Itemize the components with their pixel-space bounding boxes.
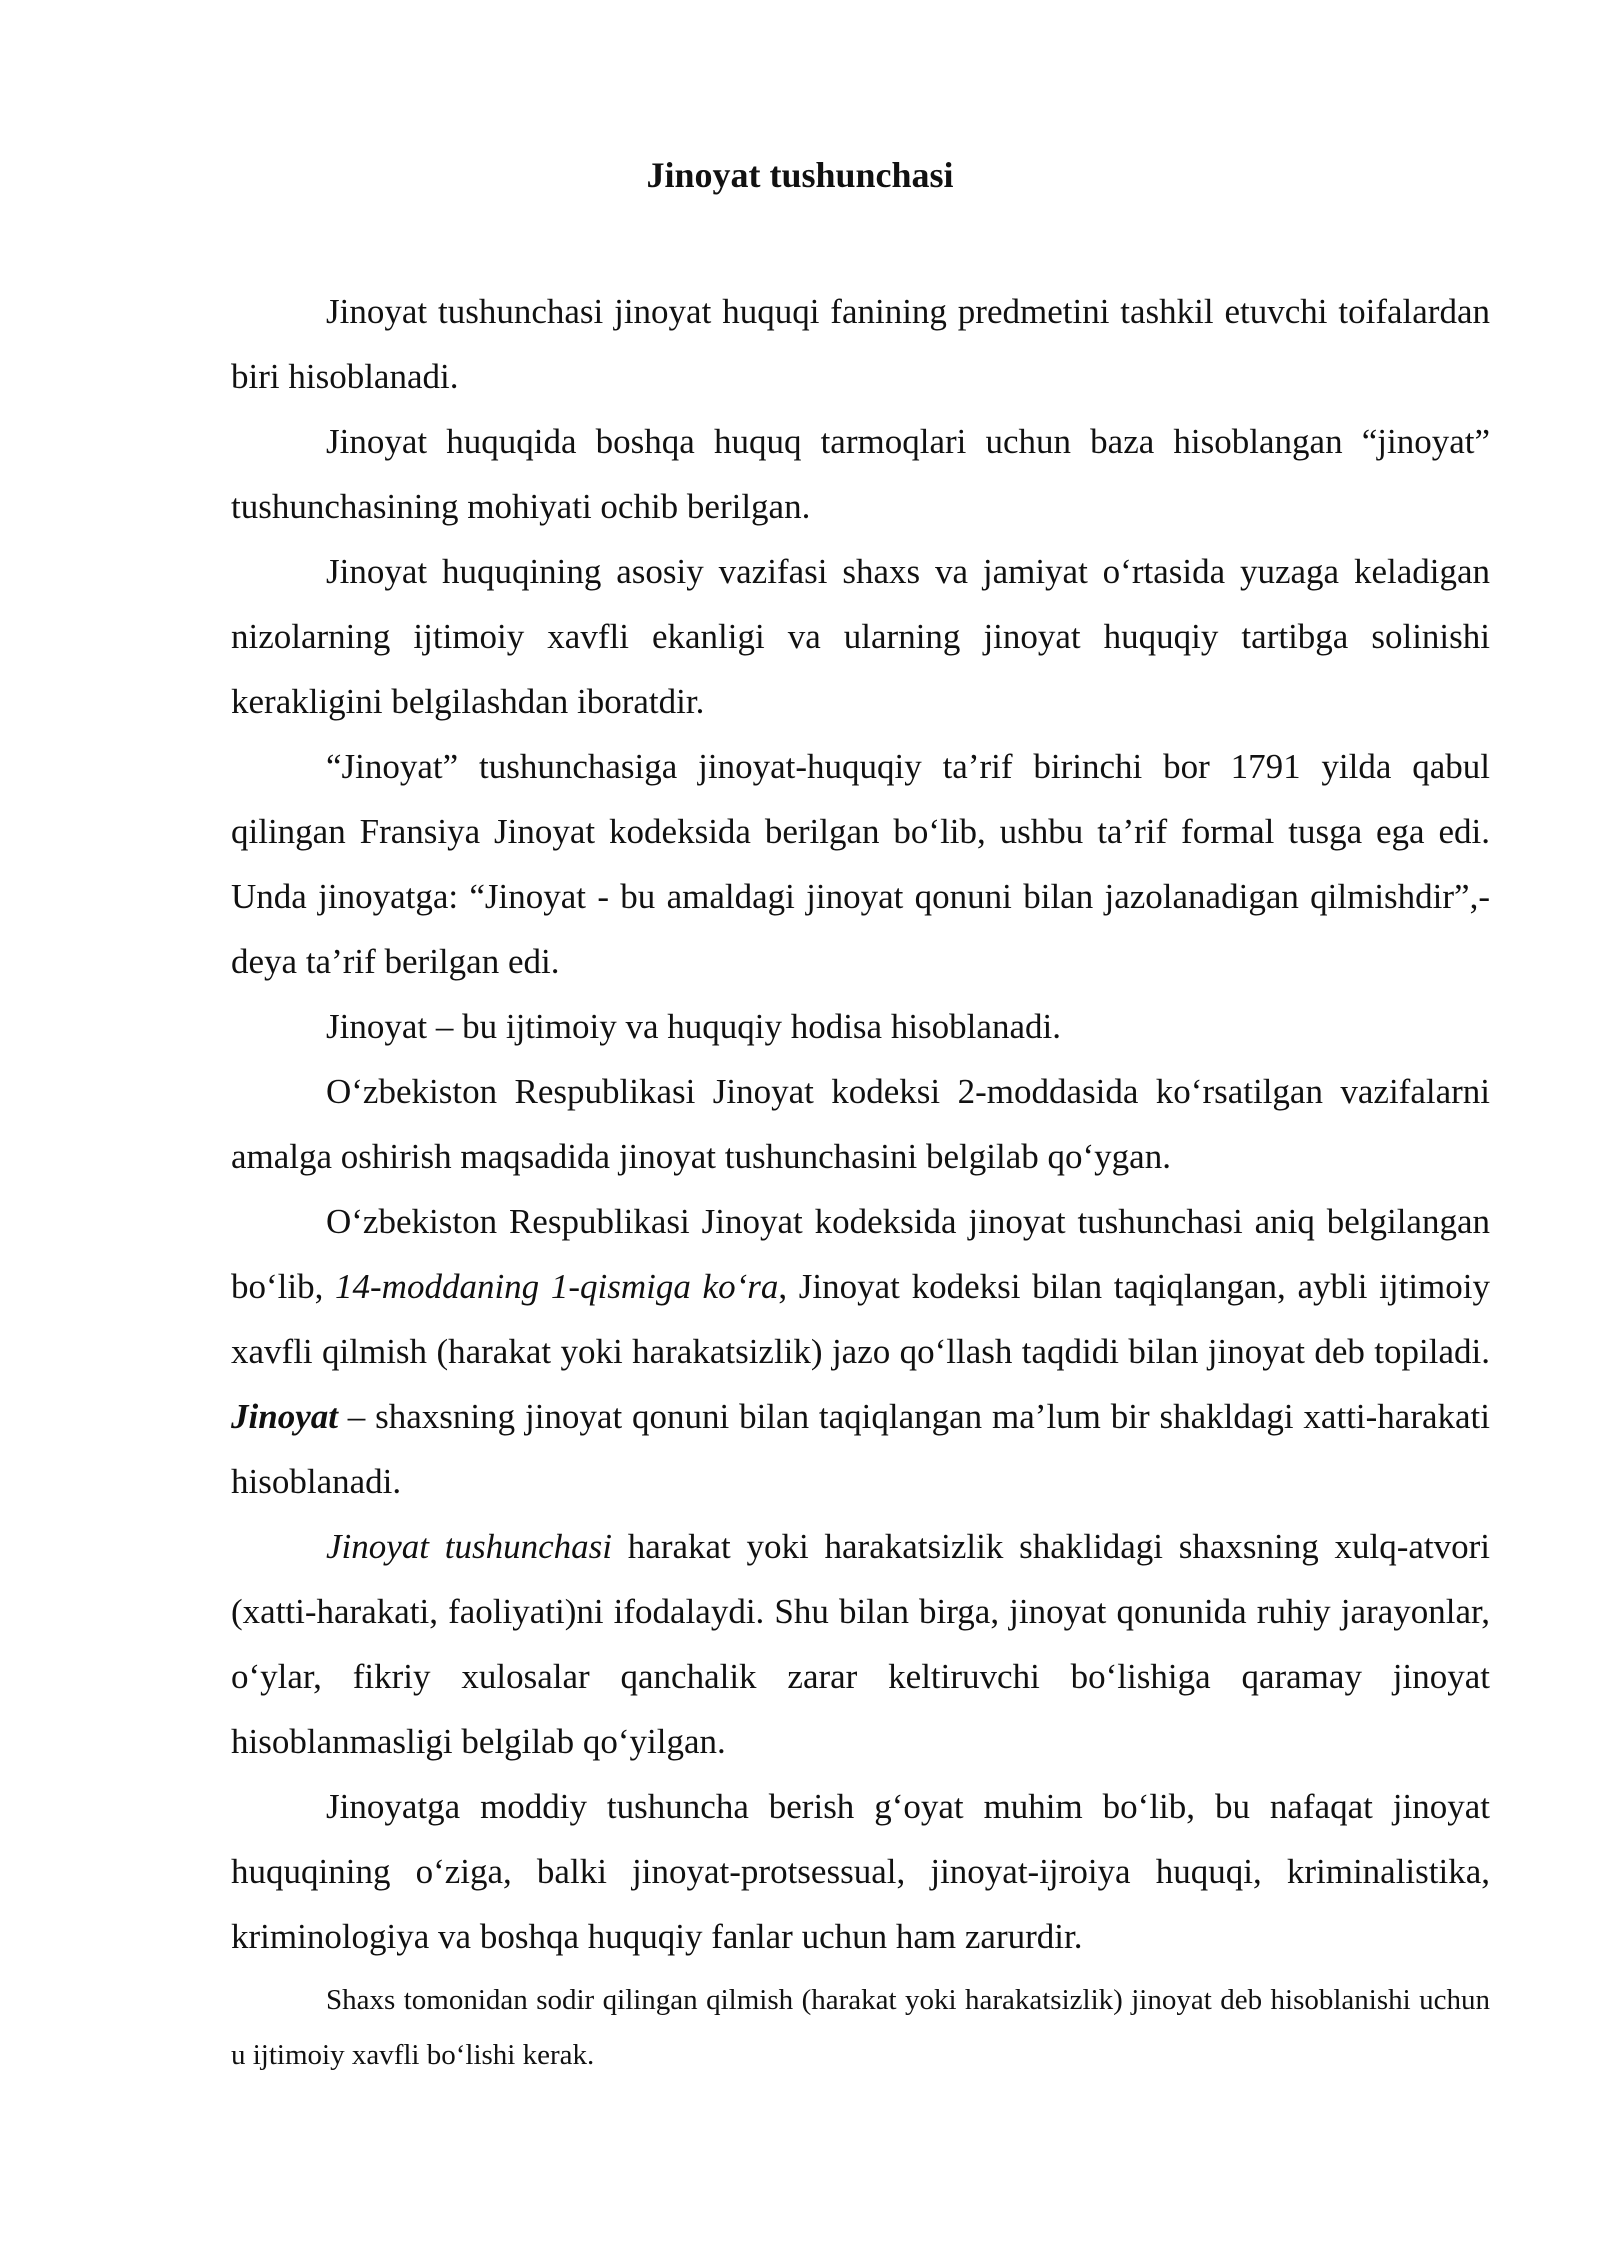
term-jinoyat: Jinoyat	[231, 1397, 338, 1436]
paragraph-6: O‘zbekiston Respublikasi Jinoyat kodeksi 2-moddasida ko‘rsatilgan vazifalarni amalga oshirish maqsadida jinoyat tushunchasini belgilab qo‘ygan.	[231, 1072, 1490, 1176]
paragraph-8	[231, 1514, 1490, 1774]
paragraph-10: Shaxs tomonidan sodir qilingan qilmish (harakat yoki harakatsizlik) jinoyat deb hisoblanishi uchun u ijtimoiy xavfli bo‘lishi kerak.	[231, 1984, 1490, 2071]
paragraph-5: Jinoyat – bu ijtimoiy va huquqiy hodisa hisoblanadi.	[326, 1007, 1061, 1046]
paragraph-7-text-3: – shaxsning jinoyat qonuni bilan taqiqlangan ma’lum bir shakldagi xatti-harakati hisoblanadi.	[231, 1397, 1490, 1501]
document-body	[231, 279, 1490, 2083]
page-title: Jinoyat tushunchasi	[646, 155, 954, 195]
paragraph-9: Jinoyatga moddiy tushuncha berish g‘oyat muhim bo‘lib, bu nafaqat jinoyat huquqining o‘ziga, balki jinoyat-protsessual, jinoyat-ijroiya huquqi, kriminalistika, kriminologiya va boshqa huquqiy fanlar uchun ham zarurdir.	[231, 1787, 1490, 1956]
paragraph-1: Jinoyat tushunchasi jinoyat huquqi fanining predmetini tashkil etuvchi toifalardan biri hisoblanadi.	[231, 292, 1490, 396]
paragraph-7	[231, 1189, 1490, 1514]
paragraph-8-text: harakat yoki harakatsizlik shaklidagi shaxsning xulq-atvori (xatti-harakati, faoliyati)ni ifodalaydi. Shu bilan birga, jinoyat qonunida ruhiy jarayonlar, o‘ylar, fikriy xulosalar qanchalik zarar keltiruvchi bo‘lishiga qaramay jinoyat hisoblanmasligi belgilab qo‘yilgan.	[231, 1527, 1490, 1761]
paragraph-4: “Jinoyat” tushunchasiga jinoyat-huquqiy ta’rif birinchi bor 1791 yilda qabul qilingan Fransiya Jinoyat kodeksida berilgan bo‘lib, ushbu ta’rif formal tusga ega edi. Unda jinoyatga: “Jinoyat - bu amaldagi jinoyat qonuni bilan jazolanadigan qilmishdir”,-deya ta’rif berilgan edi.	[231, 747, 1490, 981]
paragraph-7-text-2: , Jinoyat kodeksi bilan taqiqlangan, aybli ijtimoiy xavfli qilmish (harakat yoki harakatsizlik) jazo qo‘llash taqdidi bilan jinoyat deb topiladi.	[231, 1267, 1490, 1371]
paragraph-7-text-1: O‘zbekiston Respublikasi Jinoyat kodeksida jinoyat tushunchasi aniq belgilangan bo‘lib,	[231, 1202, 1490, 1306]
term-jinoyat-tushunchasi: Jinoyat tushunchasi	[326, 1527, 613, 1566]
paragraph-2: Jinoyat huquqida boshqa huquq tarmoqlari uchun baza hisoblangan “jinoyat” tushunchasining mohiyati ochib berilgan.	[231, 422, 1490, 526]
article-reference: 14-moddaning 1-qismiga ko‘ra	[335, 1267, 779, 1306]
paragraph-3: Jinoyat huquqining asosiy vazifasi shaxs va jamiyat o‘rtasida yuzaga keladigan nizolarning ijtimoiy xavfli ekanligi va ularning jinoyat huquqiy tartibga solinishi kerakligini belgilashdan iboratdir.	[231, 552, 1490, 721]
